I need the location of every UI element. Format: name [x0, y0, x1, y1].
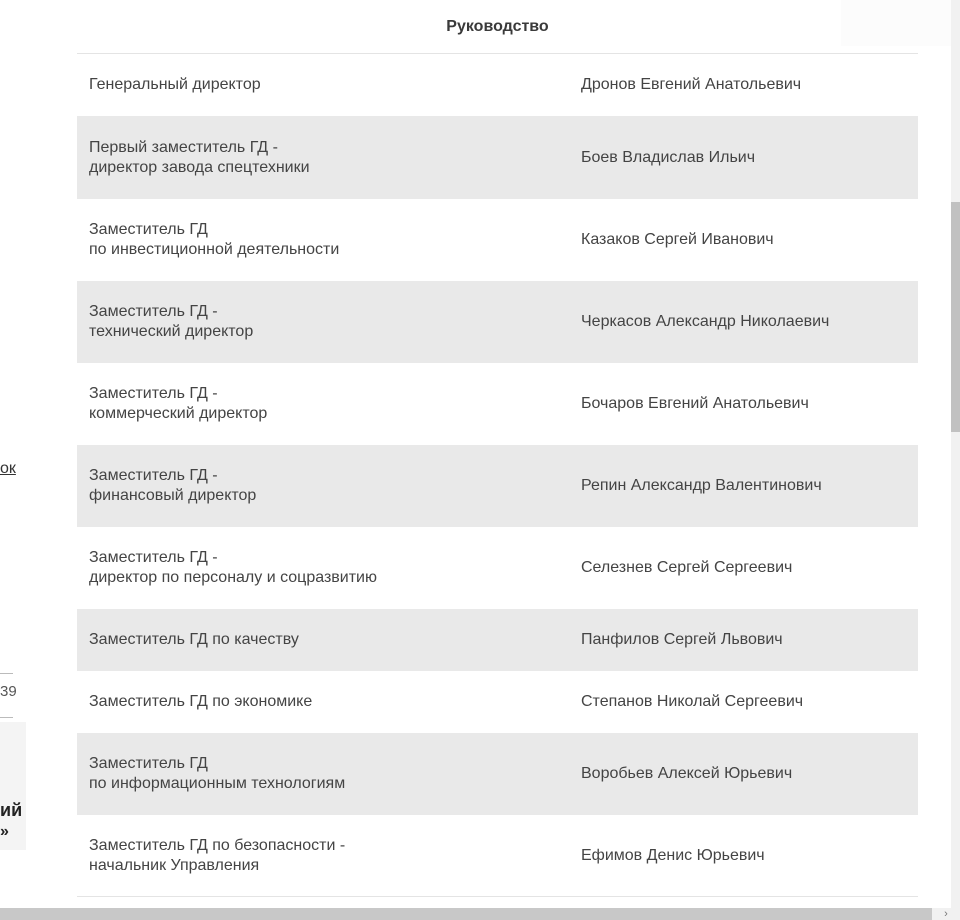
position-text: Заместитель ГД	[89, 221, 208, 238]
scrollbar-thumb[interactable]	[951, 202, 960, 432]
scroll-right-arrow-icon[interactable]: ›	[932, 908, 960, 920]
position-text: Генеральный директор	[89, 76, 261, 93]
position-cell	[77, 548, 581, 588]
person-name-cell: Боев Владислав Ильич	[581, 148, 756, 166]
person-name-cell: Селезнев Сергей Сергеевич	[581, 559, 793, 576]
background-quote-fragment: »	[0, 823, 9, 840]
table-row	[77, 671, 918, 733]
position-text: директор по персоналу и соцразвитию	[89, 569, 377, 586]
position-cell	[77, 466, 581, 506]
person-name-cell: Степанов Николай Сергеевич	[581, 693, 804, 710]
position-cell	[77, 302, 581, 342]
person-name-cell: Казаков Сергей Иванович	[581, 231, 774, 248]
position-text: Заместитель ГД по безопасности -	[89, 836, 346, 854]
management-modal	[26, 0, 951, 908]
table-row	[77, 815, 918, 897]
position-text: Заместитель ГД по качеству	[89, 631, 299, 648]
table-row	[77, 363, 918, 445]
person-name-cell: Воробьев Алексей Юрьевич	[581, 765, 793, 782]
divider	[0, 717, 13, 718]
horizontal-scrollbar[interactable]	[0, 908, 932, 920]
table-body	[77, 54, 918, 897]
table-row	[77, 527, 918, 609]
divider	[0, 673, 13, 674]
position-text: коммерческий директор	[89, 405, 268, 422]
position-cell	[77, 138, 581, 178]
position-text: Заместитель ГД -	[89, 549, 218, 566]
table-row	[77, 54, 918, 116]
table-row	[77, 199, 918, 281]
position-cell	[77, 836, 581, 876]
table-row	[77, 281, 918, 363]
position-text: по инвестиционной деятельности	[89, 241, 340, 258]
position-text: Заместитель ГД -	[89, 303, 218, 320]
person-name-cell: Дронов Евгений Анатольевич	[581, 76, 802, 93]
table-row	[77, 609, 918, 671]
table-row	[77, 116, 918, 199]
person-name-cell: Панфилов Сергей Львович	[581, 631, 783, 648]
position-cell	[77, 384, 581, 424]
position-text: начальник Управления	[89, 856, 260, 874]
table-row	[77, 445, 918, 527]
position-cell	[77, 75, 581, 95]
table-header	[77, 0, 918, 54]
position-cell	[77, 692, 581, 712]
table-title: Руководство	[446, 17, 549, 35]
management-table	[77, 0, 918, 897]
background-link-fragment[interactable]: ок	[0, 460, 16, 477]
vertical-scrollbar[interactable]	[951, 0, 960, 908]
position-text: технический директор	[89, 323, 254, 340]
position-cell	[77, 220, 581, 260]
position-text: директор завода спецтехники	[89, 158, 310, 176]
position-text: финансовый директор	[89, 487, 257, 504]
person-name-cell: Репин Александр Валентинович	[581, 477, 822, 494]
position-text: Заместитель ГД -	[89, 467, 218, 484]
background-heading-fragment: ий	[0, 800, 23, 820]
table-row	[77, 733, 918, 815]
person-name-cell: Ефимов Денис Юрьевич	[581, 846, 765, 864]
background-number-fragment: 39	[0, 683, 17, 700]
person-name-cell: Бочаров Евгений Анатольевич	[581, 395, 809, 412]
position-text: Заместитель ГД	[89, 755, 208, 772]
position-text: Заместитель ГД по экономике	[89, 693, 313, 710]
position-text: Заместитель ГД -	[89, 385, 218, 402]
position-cell	[77, 630, 581, 650]
position-text: Первый заместитель ГД -	[89, 138, 278, 156]
position-cell	[77, 754, 581, 794]
person-name-cell: Черкасов Александр Николаевич	[581, 313, 830, 330]
position-text: по информационным технологиям	[89, 775, 346, 792]
